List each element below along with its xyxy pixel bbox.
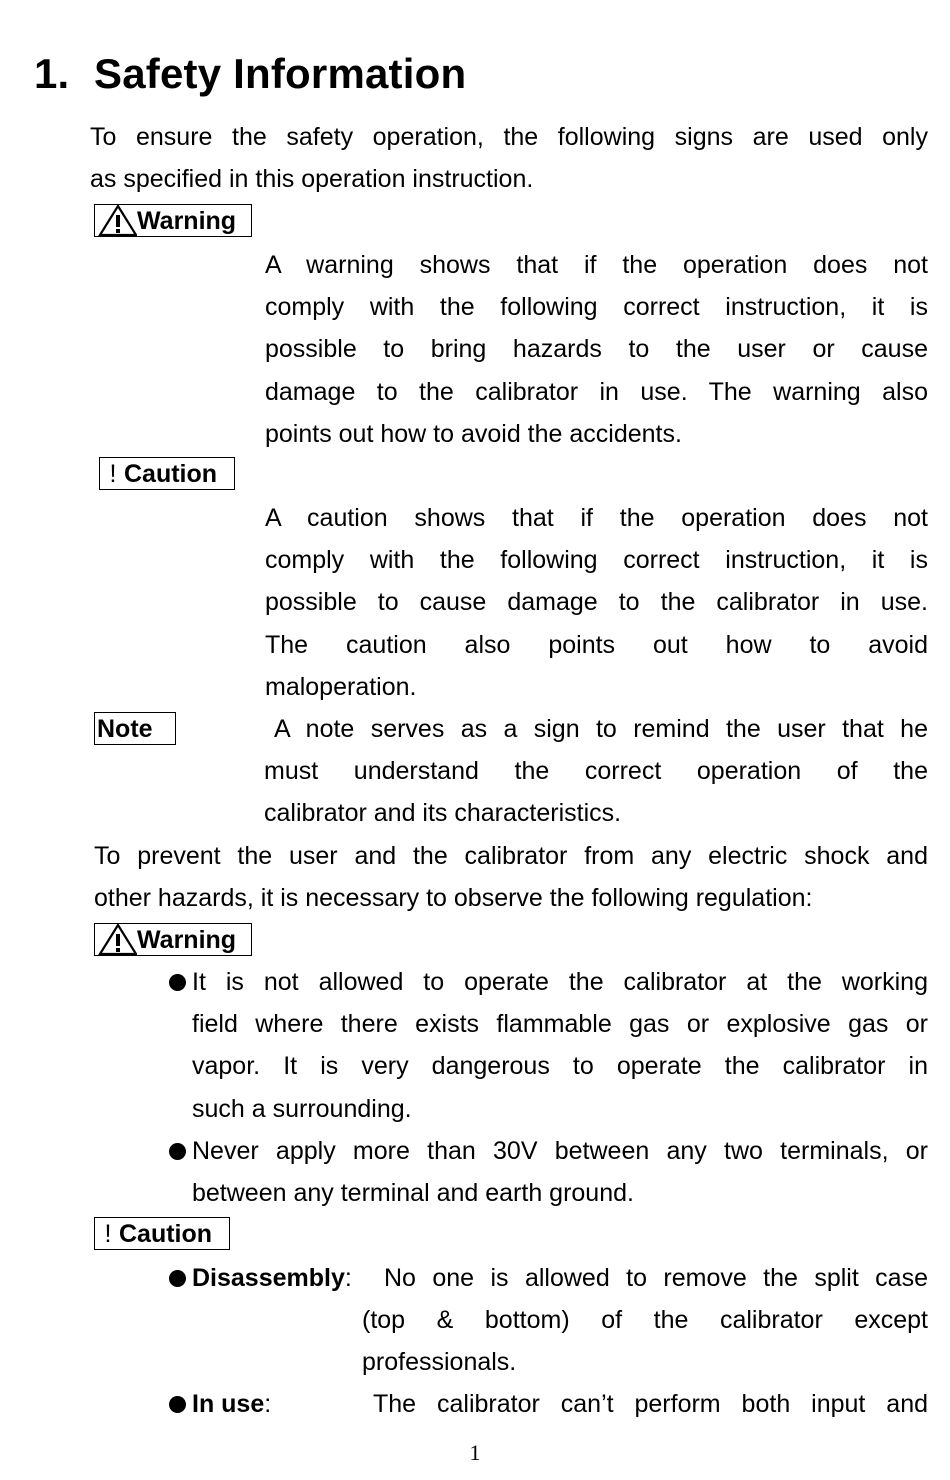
prevent-line: To prevent the user and the calibrator from any electric shock and bbox=[94, 842, 928, 870]
disassembly-colon: : bbox=[344, 1264, 352, 1292]
warning-label-text: Warning bbox=[137, 207, 237, 235]
warning-item-line: field where there exists flammable gas or explosive gas or bbox=[192, 1010, 928, 1039]
warning-item bbox=[192, 1130, 928, 1214]
intro-paragraph bbox=[90, 116, 928, 200]
bullet-icon bbox=[169, 1396, 186, 1413]
warning-item-line: vapor. It is very dangerous to operate the calibrator in bbox=[192, 1052, 928, 1081]
warning-def-line: damage to the calibrator in use. The warning also bbox=[265, 377, 928, 406]
note-def-line: calibrator and its characteristics. bbox=[264, 799, 622, 828]
warning-def-line: A warning shows that if the operation does not bbox=[265, 251, 928, 279]
in-use-term bbox=[192, 1383, 362, 1425]
warning-item-line: between any terminal and earth ground. bbox=[192, 1179, 634, 1208]
disassembly-line: No one is allowed to remove the split case bbox=[384, 1264, 928, 1292]
note-label bbox=[94, 712, 176, 745]
intro-line: To ensure the safety operation, the following signs are used only bbox=[90, 123, 928, 151]
warning-def-line: comply with the following correct instruction, it is bbox=[265, 293, 928, 322]
in-use-colon: : bbox=[264, 1390, 272, 1418]
disassembly-line: professionals. bbox=[362, 1348, 517, 1377]
warning-item-line: It is not allowed to operate the calibrator at the working bbox=[192, 968, 928, 996]
caution-label bbox=[99, 457, 235, 490]
note-label-text: Note bbox=[97, 715, 153, 743]
caution-label-text: Caution bbox=[124, 460, 218, 488]
prevent-paragraph bbox=[94, 835, 928, 919]
warning-def-line: points out how to avoid the accidents. bbox=[265, 419, 682, 448]
warning-label bbox=[94, 204, 252, 237]
section-title bbox=[34, 50, 466, 98]
in-use-term-text: In use bbox=[192, 1390, 265, 1418]
note-def-line: A note serves as a sign to remind the user that he bbox=[274, 715, 928, 743]
exclamation-icon: ! bbox=[109, 460, 117, 488]
note-definition bbox=[264, 708, 928, 835]
prevent-line: other hazards, it is necessary to observe the following regulation: bbox=[94, 884, 813, 913]
disassembly-term bbox=[192, 1257, 362, 1299]
disassembly-text-cont bbox=[362, 1299, 928, 1383]
bullet-icon bbox=[169, 1270, 186, 1287]
in-use-line: The calibrator can’t perform both input and bbox=[373, 1390, 928, 1418]
warning-def-line: possible to bring hazards to the user or cause bbox=[265, 335, 928, 364]
bullet-icon bbox=[169, 1143, 186, 1160]
caution-def-line: The caution also points out how to avoid bbox=[265, 630, 928, 659]
warning-item bbox=[192, 961, 928, 1130]
disassembly-line: (top & bottom) of the calibrator except bbox=[362, 1306, 928, 1334]
section-number: 1. bbox=[34, 50, 70, 97]
exclamation-icon: ! bbox=[104, 1220, 112, 1248]
caution-def-line: maloperation. bbox=[265, 672, 417, 701]
caution-def-line: possible to cause damage to the calibrator in use. bbox=[265, 588, 928, 617]
caution-def-line: comply with the following correct instruction, it is bbox=[265, 546, 928, 575]
note-def-line: must understand the correct operation of the bbox=[264, 757, 928, 786]
caution-label bbox=[94, 1217, 230, 1250]
caution-label-text: Caution bbox=[119, 1220, 213, 1248]
caution-definition bbox=[265, 497, 928, 708]
warning-triangle-icon bbox=[97, 924, 137, 956]
warning-item-line: Never apply more than 30V between any two terminals, or bbox=[192, 1137, 928, 1165]
warning-triangle-icon bbox=[97, 205, 137, 237]
bullet-icon bbox=[169, 974, 186, 991]
disassembly-text bbox=[384, 1257, 928, 1299]
intro-line: as specified in this operation instruction. bbox=[90, 165, 534, 194]
disassembly-term-text: Disassembly bbox=[192, 1264, 345, 1292]
page-number: 1 bbox=[469, 1440, 481, 1465]
section-title-text: Safety Information bbox=[94, 50, 467, 97]
warning-definition bbox=[265, 244, 928, 455]
warning-label bbox=[94, 923, 252, 956]
in-use-text bbox=[373, 1383, 928, 1425]
caution-def-line: A caution shows that if the operation does not bbox=[265, 504, 928, 532]
warning-item-line: such a surrounding. bbox=[192, 1094, 412, 1123]
warning-label-text: Warning bbox=[137, 926, 237, 954]
